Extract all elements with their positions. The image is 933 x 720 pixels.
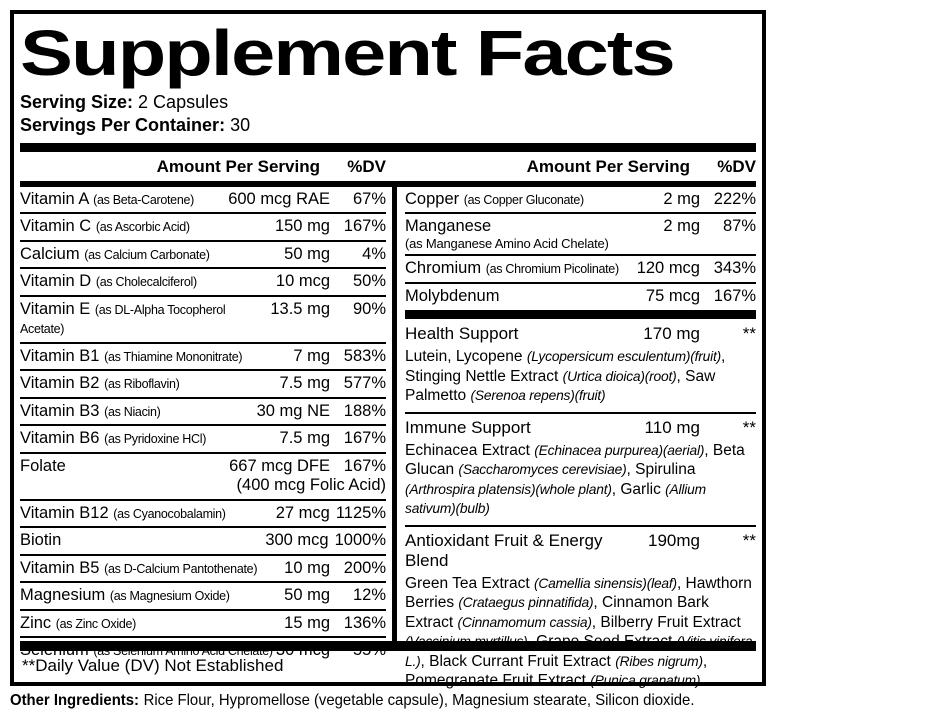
nutrient-name: Folate: [20, 456, 66, 475]
table-row: [20, 426, 386, 453]
blend-amount: 170 mg: [643, 324, 700, 344]
table-row: [20, 399, 386, 426]
ingredient-text: , Hawthorn Berries: [405, 574, 752, 612]
botanical-name: (Serenoa repens)(fruit): [470, 388, 606, 404]
nutrient-name: Chromium (as Chromium Picolinate): [405, 259, 619, 278]
nutrient-amount: 10 mg: [284, 558, 330, 577]
nutrient-amount: 7.5 mg: [279, 429, 330, 448]
botanical-name: (Camellia sinensis)(leaf): [533, 575, 677, 591]
nutrient-dv: 200%: [343, 558, 386, 577]
botanical-name: (Cinnamomum cassia): [457, 614, 592, 630]
nutrient-form: (as Copper Gluconate): [463, 193, 584, 207]
amount-per-serving-header: Amount Per Serving: [526, 157, 690, 176]
blend-name: Antioxidant Fruit & Energy Blend: [405, 530, 603, 570]
nutrient-name: Vitamin B1 (as Thiamine Mononitrate): [20, 346, 243, 365]
nutrient-amount: 300 mcg: [265, 531, 329, 550]
table-row: [20, 242, 386, 269]
botanical-name: (Urtica dioica)(root): [562, 368, 677, 384]
botanical-name: (Ribes nigrum): [615, 653, 703, 669]
serving-size-line: [20, 91, 756, 114]
nutrient-dv: 50%: [352, 272, 386, 291]
table-row: [20, 214, 386, 241]
nutrient-amount: 75 mcg: [645, 286, 700, 305]
nutrient-dv: 87%: [722, 217, 756, 236]
nutrient-name: Vitamin A (as Beta-Carotene): [20, 190, 194, 208]
nutrient-amount: 7 mg: [293, 346, 330, 365]
nutrient-form: (as Thiamine Mononitrate): [104, 349, 243, 364]
nutrient-form: (as Riboflavin): [104, 377, 180, 392]
servings-per-container-line: [20, 114, 756, 137]
nutrient-name: Copper (as Copper Gluconate): [405, 190, 584, 208]
botanical-name: (Crataegus pinnatifida): [458, 595, 594, 611]
table-row: [20, 371, 386, 398]
ingredient-text: , Cinnamon Bark Extract: [405, 594, 709, 631]
ingredient-text: Green Tea Extract: [405, 574, 534, 592]
percent-dv-header: %DV: [347, 157, 386, 176]
ingredient-text: , Beta Glucan: [405, 441, 745, 479]
botanical-name: L.): [405, 653, 421, 669]
ingredient-text: , Stinging Nettle Extract: [405, 348, 726, 385]
table-row: [405, 284, 756, 309]
nutrient-dv: 167%: [713, 286, 756, 305]
ingredient-text: , Saw Palmetto: [405, 367, 716, 405]
ingredient-text: , Pomegranate Fruit Extract: [405, 652, 708, 690]
nutrient-dv: 136%: [343, 613, 386, 632]
nutrient-form: (as Ascorbic Acid): [95, 220, 190, 235]
nutrient-amount: 13.5 mg: [270, 299, 330, 318]
table-row: [20, 187, 386, 214]
ingredient-text: Echinacea Extract: [405, 441, 535, 459]
blend-section: [405, 414, 756, 527]
table-header-row: [20, 152, 756, 181]
right-column-header: [397, 157, 756, 177]
mineral-rows: [405, 187, 756, 309]
ingredient-text: , Garlic: [611, 480, 666, 498]
supplement-facts-panel: [10, 10, 766, 690]
botanical-name: (Allium sativum)(bulb): [405, 481, 706, 517]
blend-header: [405, 530, 756, 573]
servings-per-container-label: Servings Per Container:: [20, 115, 226, 135]
servings-per-container-value: 30: [230, 115, 251, 135]
nutrient-dv: 167%: [343, 456, 386, 475]
botanical-name: (Saccharomyces cerevisiae): [458, 462, 627, 478]
nutrient-amount: 7.5 mg: [279, 374, 330, 393]
blend-amount: 110 mg: [644, 417, 700, 437]
nutrient-dv: 188%: [343, 401, 386, 420]
thick-divider-section: [405, 310, 756, 319]
table-row: [405, 214, 756, 256]
nutrient-dv: 577%: [343, 374, 386, 393]
table-row: [405, 256, 756, 283]
nutrient-amount: 2 mg: [663, 217, 700, 236]
nutrient-amount: 50 mg: [284, 244, 330, 263]
nutrient-amount: 667 mcg DFE: [229, 456, 330, 475]
table-row: [20, 454, 386, 501]
nutrient-amount: 15 mg: [284, 613, 330, 632]
nutrient-amount-note: (400 mcg Folic Acid): [236, 476, 386, 495]
botanical-name: (Punica granatum): [590, 673, 701, 689]
nutrient-name: Molybdenum: [405, 286, 500, 305]
blend-ingredients: [405, 441, 756, 519]
nutrient-amount: 50 mg: [284, 586, 330, 605]
thick-divider-top: [20, 143, 756, 152]
nutrient-form: (as Manganese Amino Acid Chelate): [405, 235, 609, 251]
nutrient-form: (as Beta-Carotene): [93, 193, 194, 207]
table-row: [20, 297, 386, 344]
nutrient-amount: 120 mcg: [636, 259, 700, 278]
blend-section: [405, 320, 756, 414]
ingredient-text: , Spirulina: [626, 461, 696, 479]
nutrient-form: (as Pyridoxine HCl): [104, 432, 207, 447]
nutrient-amount: 600 mcg RAE: [228, 190, 330, 208]
nutrient-name: Vitamin B12 (as Cyanocobalamin): [20, 503, 226, 522]
blend-name: Immune Support: [405, 417, 531, 437]
serving-size-label: Serving Size:: [20, 92, 134, 112]
nutrient-amount: 150 mg: [274, 217, 330, 236]
nutrient-dv: 4%: [362, 244, 386, 263]
left-column-header: [20, 157, 392, 177]
nutrient-name: Magnesium (as Magnesium Oxide): [20, 586, 230, 605]
ingredient-text: , Black Currant Fruit Extract: [420, 652, 616, 670]
botanical-name: (Arthrospira platensis)(whole plant): [405, 481, 612, 497]
botanical-name: (Echinacea purpurea)(aerial): [534, 442, 705, 458]
nutrient-name: Vitamin B2 (as Riboflavin): [20, 374, 180, 393]
nutrient-form: (as Cyanocobalamin): [113, 506, 226, 521]
nutrient-form: (as Niacin): [104, 404, 161, 419]
ingredient-text: Lutein, Lycopene: [405, 348, 527, 366]
nutrient-form: (as Chromium Picolinate): [485, 262, 619, 277]
nutrient-dv: 222%: [713, 190, 756, 208]
other-ingredients-line: [10, 692, 717, 710]
blend-header: [405, 417, 756, 440]
blend-dv: **: [742, 324, 756, 344]
blend-amount: 190mg: [648, 530, 700, 550]
nutrient-name: Vitamin B5 (as D-Calcium Pantothenate): [20, 558, 258, 577]
nutrient-form: (as Magnesium Oxide): [109, 589, 230, 604]
percent-dv-header: %DV: [717, 157, 756, 176]
nutrient-name: Biotin: [20, 531, 62, 550]
nutrient-form: (as DL-Alpha Tocopherol Acetate): [20, 302, 226, 337]
nutrient-dv: 167%: [343, 217, 386, 236]
blend-ingredients: [405, 347, 756, 406]
nutrient-name: Vitamin B6 (as Pyridoxine HCl): [20, 429, 207, 448]
table-row: [20, 583, 386, 610]
nutrient-amount: 30 mg NE: [256, 401, 330, 420]
daily-value-footnote: **Daily Value (DV) Not Established: [22, 656, 284, 675]
nutrient-amount: 10 mcg: [275, 272, 330, 291]
nutrient-dv: 1000%: [334, 531, 386, 550]
amount-per-serving-header: Amount Per Serving: [156, 157, 320, 176]
nutrient-dv: 67%: [352, 190, 386, 208]
thick-divider-bottom: [20, 641, 756, 651]
nutrient-name: Manganese: [405, 217, 492, 236]
nutrient-form: (as D-Calcium Pantothenate): [104, 561, 258, 576]
nutrient-dv: 343%: [713, 259, 756, 278]
nutrient-form: (as Calcium Carbonate): [84, 247, 210, 262]
ingredient-text: , Bilberry Fruit Extract: [591, 613, 741, 631]
table-row: [20, 611, 386, 638]
nutrient-form: (as Zinc Oxide): [55, 616, 137, 631]
serving-size-value: 2 Capsules: [138, 92, 229, 112]
nutrient-dv: 90%: [352, 299, 386, 318]
nutrient-dv: 12%: [352, 586, 386, 605]
nutrient-dv: 167%: [343, 429, 386, 448]
nutrient-name: Zinc (as Zinc Oxide): [20, 613, 137, 632]
nutrient-amount: 2 mg: [663, 190, 700, 208]
blend-header: [405, 323, 756, 346]
blend-dv: **: [742, 417, 756, 437]
table-row: [20, 528, 386, 555]
other-ingredients-value: Rice Flour, Hypromellose (vegetable capsule), Magnesium stearate, Silicon dioxide.: [143, 692, 695, 709]
nutrient-form: (as Cholecalciferol): [95, 275, 197, 290]
serving-info: [20, 91, 756, 137]
right-nutrient-column: [397, 187, 756, 690]
page-title: Supplement Facts: [20, 17, 674, 89]
nutrient-amount: 27 mcg: [275, 503, 330, 522]
blend-dv: **: [742, 530, 756, 550]
botanical-name: (Lycopersicum esculentum)(fruit): [526, 349, 722, 365]
table-row: [20, 269, 386, 296]
table-row: [20, 501, 386, 528]
nutrient-name: Vitamin E (as DL-Alpha Tocopherol Acetate): [20, 299, 226, 337]
nutrient-name: Vitamin B3 (as Niacin): [20, 401, 161, 420]
table-row: [20, 344, 386, 371]
nutrient-dv: 583%: [343, 346, 386, 365]
nutrient-name: Vitamin D (as Cholecalciferol): [20, 272, 197, 291]
other-ingredients-label: Other Ingredients:: [10, 692, 139, 709]
nutrient-name: Calcium (as Calcium Carbonate): [20, 244, 210, 263]
table-row: [405, 187, 756, 214]
nutrient-dv: 1125%: [335, 503, 386, 522]
blend-name: Health Support: [405, 324, 519, 344]
table-row: [20, 556, 386, 583]
left-nutrient-column: [20, 187, 392, 641]
nutrient-name: Vitamin C (as Ascorbic Acid): [20, 217, 190, 236]
